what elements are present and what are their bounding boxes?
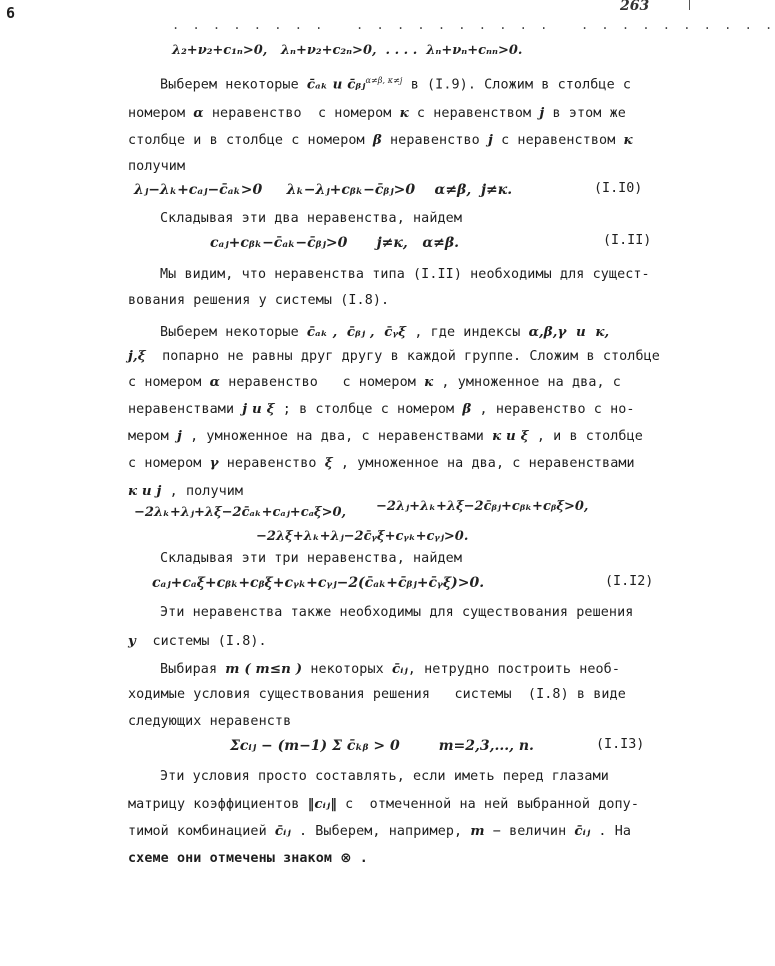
text-line: с номером γ неравенство ξ , умноженное на два, с неравенствами [128, 455, 635, 471]
text-line: Эти условия просто составлять, если иметь перед глазами [160, 769, 609, 784]
formula-i12: cₐⱼ+cₐξ+cᵦₖ+cᵦξ+cᵧₖ+cᵧⱼ−2(c̄ₐₖ+c̄ᵦⱼ+c̄ᵧξ)>0. [152, 575, 485, 591]
formula-system-line-1b: −2λⱼ+λₖ+λξ−2c̄ᵦⱼ+cᵦₖ+cᵦξ>0, [376, 499, 589, 514]
text-line: номером α неравенство с номером к с неравенством j в этом же [128, 105, 626, 121]
formula-i10: λⱼ−λₖ+cₐⱼ−c̄ₐₖ>0 λₖ−λⱼ+cᵦₖ−c̄ᵦⱼ>0 α≠β, j≠к. [134, 182, 513, 198]
text-line: Складывая эти два неравенства, найдем [160, 211, 462, 226]
formula-i9-continuation: λ₂+ν₂+c₁ₙ>0, λₙ+ν₂+c₂ₙ>0, . . . . λₙ+νₙ+cₙₙ>0. [172, 43, 523, 58]
text-line: у системы (I.8). [128, 633, 267, 649]
text-line: Мы видим, что неравенства типа (I.II) необходимы для сущест- [160, 267, 650, 282]
text-line: ходимые условия существования решения системы (I.8) в виде [128, 687, 626, 702]
text-line: следующих неравенств [128, 714, 292, 729]
text-line: столбце и в столбце с номером β неравенство j с неравенством к [128, 132, 633, 148]
text-line: Выберем некоторые c̄ₐₖ и c̄ᵦⱼ$^{\alpha\ne\beta, \kappa\ne j}$ в (I.9). Сложим в столбце с [160, 76, 632, 93]
text-line: неравенствами j и ξ ; в столбце с номером β , неравенство с но- [128, 401, 635, 417]
text-line: мером j , умноженное на два, с неравенствами к и ξ , и в столбце [128, 428, 643, 444]
text-line: Складывая эти три неравенства, найдем [160, 551, 462, 566]
text-line: с номером α неравенство с номером к , умноженное на два, с [128, 374, 621, 390]
equation-number-i13: (I.I3) [596, 737, 645, 752]
formula-i13: Σcᵢⱼ − (m−1) Σ c̄ₖᵦ > 0 m=2,3,..., n. [230, 738, 534, 754]
page-edge-line [689, 0, 690, 10]
text-line: матрицу коэффициентов ‖cᵢⱼ‖ с отмеченной на ней выбранной допу- [128, 796, 640, 812]
text-line: к и j , получим [128, 483, 244, 499]
page-number: 6 [6, 4, 16, 22]
equation-number-i12: (I.I2) [605, 574, 654, 589]
text-line: схеме они отмечены знаком ⊗ . [128, 851, 368, 866]
archive-stamp: 263 [620, 0, 650, 14]
text-line: получим [128, 159, 186, 174]
formula-system-line-1a: −2λₖ+λⱼ+λξ−2c̄ₐₖ+cₐⱼ+cₐξ>0, [134, 505, 347, 520]
equation-number-i10: (I.I0) [594, 181, 643, 196]
text-line: Эти неравенства также необходимы для существования решения [160, 605, 634, 620]
otimes-icon: ⊗ [340, 851, 352, 866]
text-line: тимой комбинацией c̄ᵢⱼ . Выберем, например, m − величин c̄ᵢⱼ . На [128, 823, 632, 839]
equation-number-i11: (I.II) [603, 233, 652, 248]
text-line: Выбирая m ( m≤n ) некоторых c̄ᵢⱼ, нетрудно построить необ- [160, 661, 621, 677]
formula-system-line-2: −2λξ+λₖ+λⱼ−2c̄ᵧξ+cᵧₖ+cᵧⱼ>0. [256, 529, 469, 544]
text-line: Выберем некоторые c̄ₐₖ , c̄ᵦⱼ , c̄ᵧξ , где индексы α,β,γ и к, [160, 324, 610, 340]
text-line: вования решения у системы (I.8). [128, 293, 390, 308]
formula-i11: cₐⱼ+cᵦₖ−c̄ₐₖ−c̄ᵦⱼ>0 j≠к, α≠β. [210, 235, 460, 251]
top-dotted-rule: . . . . . . . . . . . . . . . . . . . . . . . . . . . . [172, 18, 775, 32]
text-line: j,ξ попарно не равны друг другу в каждой группе. Сложим в столбце [128, 348, 660, 364]
